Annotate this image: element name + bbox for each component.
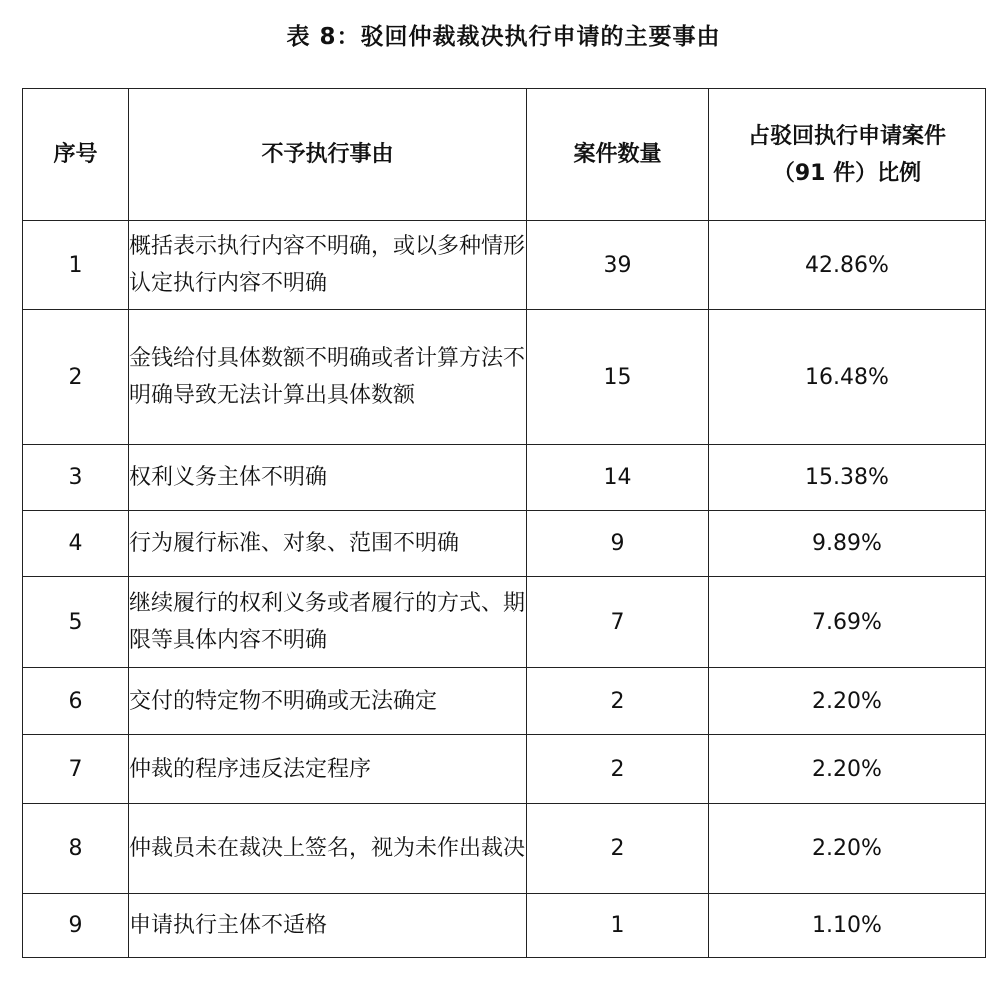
header-ratio-line2: （91 件）比例 <box>772 160 922 186</box>
row-seq: 8 <box>23 804 129 894</box>
row-count: 7 <box>527 577 709 668</box>
row-seq: 7 <box>23 735 129 804</box>
header-count: 案件数量 <box>527 89 709 221</box>
row-count: 2 <box>527 668 709 735</box>
reasons-table <box>22 88 986 958</box>
row-percentage: 2.20% <box>709 735 986 804</box>
row-percentage: 42.86% <box>709 221 986 310</box>
table-row <box>23 221 986 310</box>
row-count: 15 <box>527 310 709 445</box>
header-row <box>23 89 986 221</box>
table-row <box>23 445 986 511</box>
table-row <box>23 804 986 894</box>
header-seq: 序号 <box>23 89 129 221</box>
header-ratio <box>709 89 986 221</box>
row-seq: 3 <box>23 445 129 511</box>
table-title: 表 8：驳回仲裁裁决执行申请的主要事由 <box>286 24 721 50</box>
table-row <box>23 511 986 577</box>
table-row <box>23 894 986 958</box>
header-ratio-line1: 占驳回执行申请案件 <box>747 123 946 149</box>
row-seq: 5 <box>23 577 129 668</box>
row-seq: 6 <box>23 668 129 735</box>
row-reason: 继续履行的权利义务或者履行的方式、期限等具体内容不明确 <box>129 577 527 668</box>
row-reason: 行为履行标准、对象、范围不明确 <box>129 511 527 577</box>
row-count: 1 <box>527 894 709 958</box>
row-reason: 概括表示执行内容不明确，或以多种情形认定执行内容不明确 <box>129 221 527 310</box>
row-count: 9 <box>527 511 709 577</box>
table-row <box>23 310 986 445</box>
row-reason: 权利义务主体不明确 <box>129 445 527 511</box>
row-percentage: 1.10% <box>709 894 986 958</box>
table-row <box>23 577 986 668</box>
row-percentage: 15.38% <box>709 445 986 511</box>
row-seq: 2 <box>23 310 129 445</box>
row-reason: 申请执行主体不适格 <box>129 894 527 958</box>
header-reason: 不予执行事由 <box>129 89 527 221</box>
row-reason: 交付的特定物不明确或无法确定 <box>129 668 527 735</box>
row-count: 39 <box>527 221 709 310</box>
row-percentage: 16.48% <box>709 310 986 445</box>
row-percentage: 9.89% <box>709 511 986 577</box>
row-seq: 4 <box>23 511 129 577</box>
table-row <box>23 735 986 804</box>
row-count: 2 <box>527 735 709 804</box>
row-percentage: 2.20% <box>709 804 986 894</box>
row-percentage: 7.69% <box>709 577 986 668</box>
table-row <box>23 668 986 735</box>
row-reason: 仲裁的程序违反法定程序 <box>129 735 527 804</box>
row-seq: 9 <box>23 894 129 958</box>
row-percentage: 2.20% <box>709 668 986 735</box>
row-count: 14 <box>527 445 709 511</box>
row-seq: 1 <box>23 221 129 310</box>
row-reason: 仲裁员未在裁决上签名，视为未作出裁决 <box>129 804 527 894</box>
row-count: 2 <box>527 804 709 894</box>
row-reason: 金钱给付具体数额不明确或者计算方法不明确导致无法计算出具体数额 <box>129 310 527 445</box>
